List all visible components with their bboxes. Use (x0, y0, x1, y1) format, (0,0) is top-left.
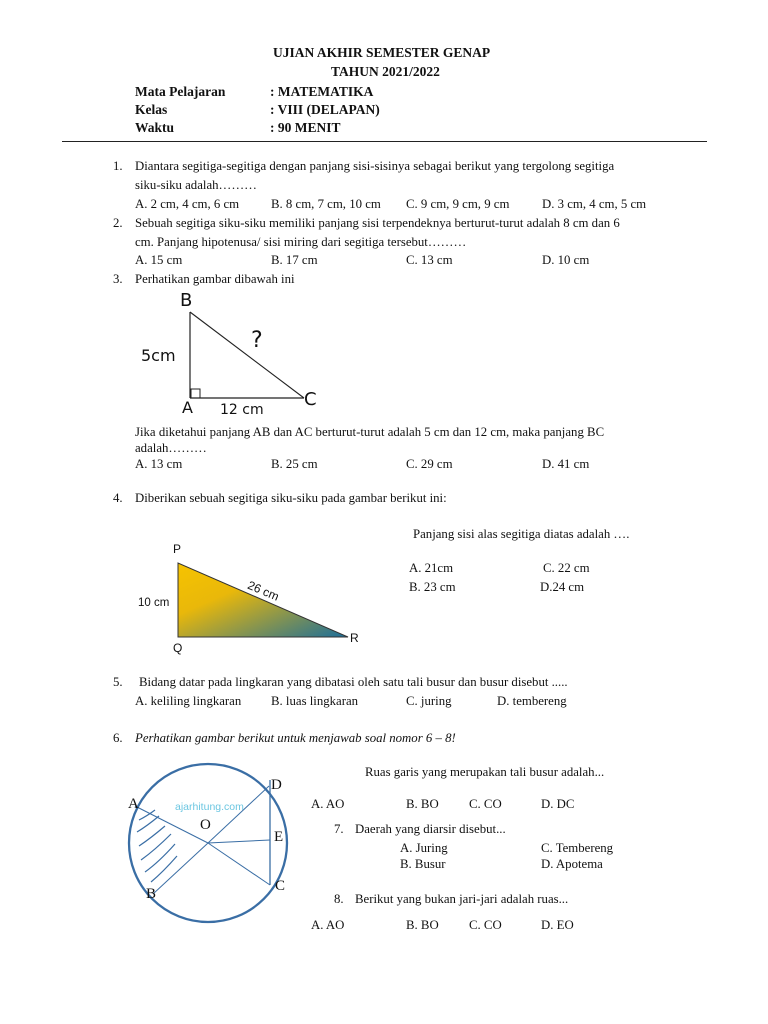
label-c: C (304, 389, 317, 410)
time-label: Waktu (135, 120, 175, 135)
q8-number: 8. (334, 892, 344, 906)
q5-option-d: D. tembereng (497, 694, 567, 708)
label-circle-c: C (275, 878, 286, 894)
label-bc-unknown: ? (251, 328, 263, 353)
label-pq-length: 10 cm (138, 597, 170, 609)
q5-text: Bidang datar pada lingkaran yang dibatasi oleh satu tali busur dan busur disebut ..... (139, 675, 568, 689)
q4-prompt: Diberikan sebuah segitiga siku-siku pada gambar berikut ini: (135, 491, 447, 505)
q1-text-line1: Diantara segitiga-segitiga dengan panjang sisi-sisinya sebagai berikut yang tergolong segitiga (135, 159, 615, 173)
q5-option-b: B. luas lingkaran (271, 694, 359, 708)
label-circle-o: O (200, 817, 211, 833)
q5-option-a: A. keliling lingkaran (135, 694, 242, 708)
q3-option-d: D. 41 cm (542, 457, 590, 471)
q6-option-b: B. BO (406, 797, 439, 811)
q2-option-d: D. 10 cm (542, 253, 590, 267)
label-circle-d: D (271, 777, 282, 793)
exam-year: TAHUN 2021/2022 (331, 64, 440, 79)
watermark: ajarhitung.com (175, 801, 244, 813)
q6-number: 6. (113, 731, 123, 745)
label-pr-length: 26 cm (245, 578, 282, 604)
class-label: Kelas (135, 102, 168, 117)
label-a: A (182, 398, 193, 417)
label-circle-e: E (274, 829, 284, 845)
label-q: Q (173, 641, 183, 655)
q7-option-c: C. Tembereng (541, 841, 614, 855)
q3-number: 3. (113, 272, 123, 286)
q7-number: 7. (334, 822, 344, 836)
q3-option-a: A. 13 cm (135, 457, 183, 471)
q6-option-d: D. DC (541, 797, 575, 811)
q2-option-b: B. 17 cm (271, 253, 318, 267)
q7-option-b: B. Busur (400, 857, 446, 871)
label-circle-b: B (146, 886, 157, 902)
label-r: R (350, 631, 359, 645)
q8-option-a: A. AO (311, 918, 345, 932)
q5-option-c: C. juring (406, 694, 452, 708)
q5-number: 5. (113, 675, 123, 689)
q4-option-b: B. 23 cm (409, 580, 456, 594)
label-p: P (173, 542, 182, 556)
label-circle-a: A (128, 796, 139, 812)
subject-label: Mata Pelajaran (135, 84, 226, 99)
q6-option-a: A. AO (311, 797, 345, 811)
q7-option-a: A. Juring (400, 841, 448, 855)
subject-value: : MATEMATIKA (270, 84, 374, 99)
q7-question: Daerah yang diarsir disebut... (355, 822, 506, 836)
q4-option-a: A. 21cm (409, 561, 454, 575)
q6-question: Ruas garis yang merupakan tali busur adalah... (365, 765, 605, 779)
q3-option-c: C. 29 cm (406, 457, 453, 471)
q1-option-c: C. 9 cm, 9 cm, 9 cm (406, 197, 510, 211)
q6-prompt: Perhatikan gambar berikut untuk menjawab soal nomor 6 – 8! (135, 731, 456, 745)
q1-option-b: B. 8 cm, 7 cm, 10 cm (271, 197, 381, 211)
label-b: B (180, 290, 193, 311)
label-ab-length: 5cm (141, 346, 176, 365)
q2-text-line1: Sebuah segitiga siku-siku memiliki panjang sisi terpendeknya berturut-turut adalah 8 cm dan 6 (135, 216, 620, 230)
q1-option-d: D. 3 cm, 4 cm, 5 cm (542, 197, 647, 211)
q3-text-line1: Jika diketahui panjang AB dan AC berturut-turut adalah 5 cm dan 12 cm, maka panjang BC (135, 425, 605, 439)
q8-option-d: D. EO (541, 918, 574, 932)
q2-text-line2: cm. Panjang hipotenusa/ sisi miring dari segitiga tersebut……… (135, 235, 467, 249)
q6-option-c: C. CO (469, 797, 502, 811)
q3-option-b: B. 25 cm (271, 457, 318, 471)
label-ac-length: 12 cm (220, 402, 264, 418)
q1-number: 1. (113, 159, 123, 173)
circle-figure (125, 760, 295, 930)
class-value: : VIII (DELAPAN) (270, 102, 380, 117)
exam-title: UJIAN AKHIR SEMESTER GENAP (273, 45, 491, 60)
q4-option-d: D.24 cm (540, 580, 585, 594)
q8-option-b: B. BO (406, 918, 439, 932)
q3-text-line2: adalah……… (135, 441, 207, 455)
q4-question: Panjang sisi alas segitiga diatas adalah …. (413, 527, 630, 541)
q2-number: 2. (113, 216, 123, 230)
q7-option-d: D. Apotema (541, 857, 603, 871)
q2-option-c: C. 13 cm (406, 253, 453, 267)
q2-option-a: A. 15 cm (135, 253, 183, 267)
q1-text-line2: siku-siku adalah……… (135, 178, 257, 192)
q8-option-c: C. CO (469, 918, 502, 932)
q3-prompt: Perhatikan gambar dibawah ini (135, 272, 295, 286)
header-divider (62, 141, 707, 142)
q8-question: Berikut yang bukan jari-jari adalah ruas... (355, 892, 569, 906)
q1-option-a: A. 2 cm, 4 cm, 6 cm (135, 197, 240, 211)
q4-number: 4. (113, 491, 123, 505)
q4-option-c: C. 22 cm (543, 561, 590, 575)
time-value: : 90 MENIT (270, 120, 341, 135)
